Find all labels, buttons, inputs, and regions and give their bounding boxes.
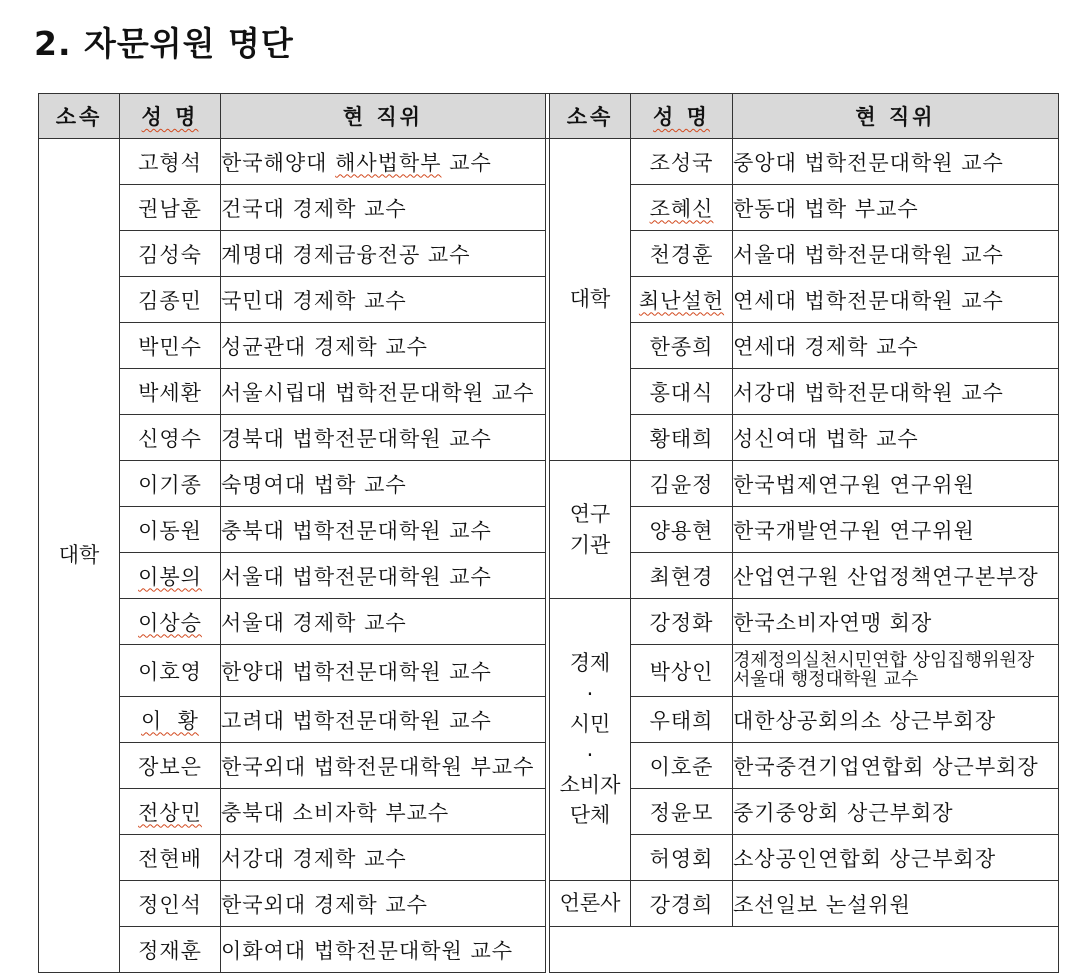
member-name: 박세환 — [120, 369, 221, 415]
member-position: 한국해양대 해사법학부 교수 — [221, 139, 546, 185]
member-name: 강정화 — [631, 599, 733, 645]
affiliation-cell: 언론사 — [550, 881, 631, 927]
member-name: 이호준 — [631, 743, 733, 789]
header-affiliation: 소속 — [39, 94, 120, 139]
member-name: 한종희 — [631, 323, 733, 369]
member-name: 정재훈 — [120, 927, 221, 973]
member-name: 이상승 — [120, 599, 221, 645]
member-position: 서울대 법학전문대학원 교수 — [221, 553, 546, 599]
member-name: 박민수 — [120, 323, 221, 369]
member-position: 연세대 경제학 교수 — [733, 323, 1059, 369]
member-position: 성균관대 경제학 교수 — [221, 323, 546, 369]
affiliation-cell: 연구 기관 — [550, 461, 631, 599]
member-name: 김종민 — [120, 277, 221, 323]
empty-cell — [550, 927, 1059, 973]
member-position: 소상공인연합회 상근부회장 — [733, 835, 1059, 881]
member-name: 정인석 — [120, 881, 221, 927]
member-name: 고형석 — [120, 139, 221, 185]
member-position: 산업연구원 산업정책연구본부장 — [733, 553, 1059, 599]
member-position: 계명대 경제금융전공 교수 — [221, 231, 546, 277]
member-name: 양용현 — [631, 507, 733, 553]
member-name: 김성숙 — [120, 231, 221, 277]
header-position: 현 직위 — [221, 94, 546, 139]
affiliation-cell: 대학 — [550, 139, 631, 461]
member-position: 경북대 법학전문대학원 교수 — [221, 415, 546, 461]
header-name: 성 명 — [120, 94, 221, 139]
member-name: 권남훈 — [120, 185, 221, 231]
member-position: 한국외대 경제학 교수 — [221, 881, 546, 927]
header-name: 성 명 — [631, 94, 733, 139]
member-name: 전현배 — [120, 835, 221, 881]
member-position: 서강대 법학전문대학원 교수 — [733, 369, 1059, 415]
member-name: 홍대식 — [631, 369, 733, 415]
member-name: 전상민 — [120, 789, 221, 835]
member-name: 허영회 — [631, 835, 733, 881]
member-position: 서강대 경제학 교수 — [221, 835, 546, 881]
member-position: 한국소비자연맹 회장 — [733, 599, 1059, 645]
member-name: 김윤정 — [631, 461, 733, 507]
member-position: 경제정의실천시민연합 상임집행위원장 서울대 행정대학원 교수 — [733, 645, 1059, 697]
member-name: 이호영 — [120, 645, 221, 697]
header-row — [39, 94, 1059, 139]
member-name: 우태희 — [631, 697, 733, 743]
header-position: 현 직위 — [733, 94, 1059, 139]
header-affiliation: 소속 — [550, 94, 631, 139]
member-position: 한동대 법학 부교수 — [733, 185, 1059, 231]
member-position: 한양대 법학전문대학원 교수 — [221, 645, 546, 697]
member-position: 중앙대 법학전문대학원 교수 — [733, 139, 1059, 185]
member-position: 대한상공회의소 상근부회장 — [733, 697, 1059, 743]
member-position: 국민대 경제학 교수 — [221, 277, 546, 323]
member-name: 신영수 — [120, 415, 221, 461]
member-position: 중기중앙회 상근부회장 — [733, 789, 1059, 835]
member-name: 박상인 — [631, 645, 733, 697]
member-position: 한국중견기업연합회 상근부회장 — [733, 743, 1059, 789]
member-position: 고려대 법학전문대학원 교수 — [221, 697, 546, 743]
member-name: 황태희 — [631, 415, 733, 461]
affiliation-cell: 경제 · 시민 · 소비자 단체 — [550, 599, 631, 881]
member-name: 이기종 — [120, 461, 221, 507]
member-position: 연세대 법학전문대학원 교수 — [733, 277, 1059, 323]
member-name: 천경훈 — [631, 231, 733, 277]
member-name: 정윤모 — [631, 789, 733, 835]
member-position: 한국법제연구원 연구위원 — [733, 461, 1059, 507]
member-name: 조성국 — [631, 139, 733, 185]
member-position: 조선일보 논설위원 — [733, 881, 1059, 927]
member-position: 성신여대 법학 교수 — [733, 415, 1059, 461]
member-position: 건국대 경제학 교수 — [221, 185, 546, 231]
member-name: 강경희 — [631, 881, 733, 927]
table-row — [39, 139, 1059, 185]
member-name: 장보은 — [120, 743, 221, 789]
member-position: 서울대 법학전문대학원 교수 — [733, 231, 1059, 277]
member-name: 이 황 — [120, 697, 221, 743]
member-position: 충북대 소비자학 부교수 — [221, 789, 546, 835]
member-position: 충북대 법학전문대학원 교수 — [221, 507, 546, 553]
member-name: 이동원 — [120, 507, 221, 553]
member-position: 이화여대 법학전문대학원 교수 — [221, 927, 546, 973]
member-position: 서울대 경제학 교수 — [221, 599, 546, 645]
advisory-committee-table — [38, 93, 1059, 973]
member-name: 최현경 — [631, 553, 733, 599]
member-name: 이봉의 — [120, 553, 221, 599]
page-title: 2. 자문위원 명단 — [34, 24, 294, 63]
affiliation-cell: 대학 — [39, 139, 120, 973]
member-position: 한국개발연구원 연구위원 — [733, 507, 1059, 553]
member-position: 서울시립대 법학전문대학원 교수 — [221, 369, 546, 415]
member-name: 최난설헌 — [631, 277, 733, 323]
member-position: 한국외대 법학전문대학원 부교수 — [221, 743, 546, 789]
member-name: 조혜신 — [631, 185, 733, 231]
member-position: 숙명여대 법학 교수 — [221, 461, 546, 507]
